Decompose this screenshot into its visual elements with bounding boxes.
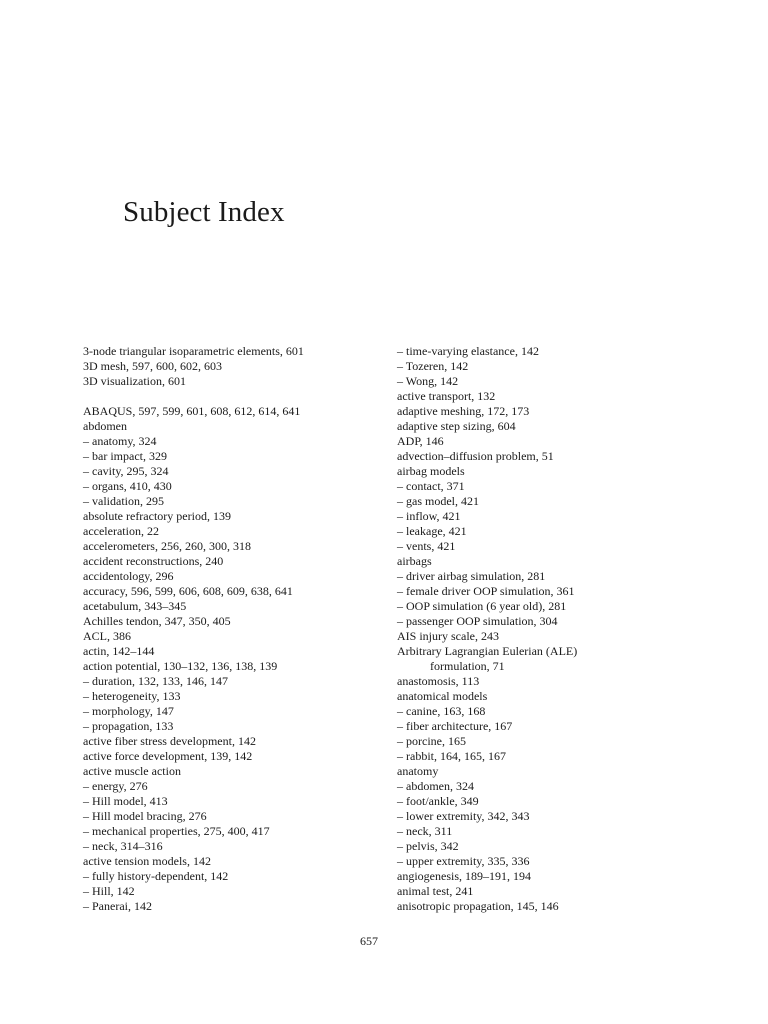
index-entry: – female driver OOP simulation, 361 (397, 584, 575, 598)
index-entry: accident reconstructions, 240 (83, 554, 224, 568)
index-entry: – morphology, 147 (83, 704, 174, 718)
index-entry: – pelvis, 342 (397, 839, 459, 853)
index-entry: airbags (397, 554, 432, 568)
index-spacer (83, 389, 373, 404)
index-entry: – rabbit, 164, 165, 167 (397, 749, 506, 763)
index-entry: airbag models (397, 464, 465, 478)
index-entry: – duration, 132, 133, 146, 147 (83, 674, 228, 688)
index-entry: – time-varying elastance, 142 (397, 344, 539, 358)
index-entry: active force development, 139, 142 (83, 749, 253, 763)
index-entry: acceleration, 22 (83, 524, 159, 538)
index-entry: accidentology, 296 (83, 569, 174, 583)
index-entry: – mechanical properties, 275, 400, 417 (83, 824, 270, 838)
index-entry: – organs, 410, 430 (83, 479, 172, 493)
index-entry: anisotropic propagation, 145, 146 (397, 899, 559, 913)
index-entry: – validation, 295 (83, 494, 164, 508)
index-entry: accelerometers, 256, 260, 300, 318 (83, 539, 251, 553)
index-entry: animal test, 241 (397, 884, 474, 898)
index-entry: 3D visualization, 601 (83, 374, 186, 388)
page-title: Subject Index (123, 196, 285, 228)
index-entry: – driver airbag simulation, 281 (397, 569, 546, 583)
index-entry: 3-node triangular isoparametric elements, 601 (83, 344, 304, 358)
index-entry: adaptive step sizing, 604 (397, 419, 516, 433)
index-entry: – passenger OOP simulation, 304 (397, 614, 558, 628)
index-entry: adaptive meshing, 172, 173 (397, 404, 530, 418)
index-entry: – gas model, 421 (397, 494, 479, 508)
index-entry: – foot/ankle, 349 (397, 794, 479, 808)
index-entry: active transport, 132 (397, 389, 496, 403)
index-column-right (397, 344, 697, 914)
index-entry: angiogenesis, 189–191, 194 (397, 869, 531, 883)
index-entry: – bar impact, 329 (83, 449, 167, 463)
index-entry: Achilles tendon, 347, 350, 405 (83, 614, 231, 628)
index-entry: – upper extremity, 335, 336 (397, 854, 530, 868)
index-entry: ADP, 146 (397, 434, 444, 448)
index-entry: anatomical models (397, 689, 488, 703)
index-entry: anatomy (397, 764, 439, 778)
index-column-left (83, 344, 373, 914)
index-entry: – propagation, 133 (83, 719, 174, 733)
index-entry: – Hill model, 413 (83, 794, 168, 808)
index-entry: – neck, 314–316 (83, 839, 163, 853)
index-entry: AIS injury scale, 243 (397, 629, 499, 643)
index-entry: – vents, 421 (397, 539, 456, 553)
index-entry: ACL, 386 (83, 629, 131, 643)
index-entry: – OOP simulation (6 year old), 281 (397, 599, 567, 613)
index-entry: – canine, 163, 168 (397, 704, 486, 718)
index-entry: – Hill, 142 (83, 884, 135, 898)
index-entry: – contact, 371 (397, 479, 465, 493)
index-entry: – neck, 311 (397, 824, 453, 838)
index-entry: advection–diffusion problem, 51 (397, 449, 554, 463)
index-entry: – leakage, 421 (397, 524, 467, 538)
index-entry: abdomen (83, 419, 127, 433)
index-entry: – heterogeneity, 133 (83, 689, 181, 703)
index-entry: active fiber stress development, 142 (83, 734, 256, 748)
index-entry: 3D mesh, 597, 600, 602, 603 (83, 359, 222, 373)
index-entry: – energy, 276 (83, 779, 148, 793)
index-entry: absolute refractory period, 139 (83, 509, 231, 523)
index-entry: active muscle action (83, 764, 181, 778)
index-entry: – inflow, 421 (397, 509, 461, 523)
index-entry: actin, 142–144 (83, 644, 155, 658)
index-entry: anastomosis, 113 (397, 674, 480, 688)
index-entry: – Hill model bracing, 276 (83, 809, 207, 823)
index-entry: acetabulum, 343–345 (83, 599, 187, 613)
index-entry: action potential, 130–132, 136, 138, 139 (83, 659, 278, 673)
index-entry: – porcine, 165 (397, 734, 466, 748)
index-entry: – Tozeren, 142 (397, 359, 469, 373)
index-entry: – fully history-dependent, 142 (83, 869, 229, 883)
index-entry: – abdomen, 324 (397, 779, 474, 793)
index-entry: Arbitrary Lagrangian Eulerian (ALE) (397, 644, 578, 658)
index-entry: active tension models, 142 (83, 854, 211, 868)
index-entry: formulation, 71 (430, 659, 505, 673)
page-number: 657 (360, 934, 378, 948)
index-entry: – Panerai, 142 (83, 899, 152, 913)
index-entry: – fiber architecture, 167 (397, 719, 513, 733)
index-entry: – anatomy, 324 (83, 434, 157, 448)
index-entry: – Wong, 142 (397, 374, 459, 388)
index-entry: ABAQUS, 597, 599, 601, 608, 612, 614, 641 (83, 404, 301, 418)
index-entry: – cavity, 295, 324 (83, 464, 169, 478)
index-entry: – lower extremity, 342, 343 (397, 809, 530, 823)
index-entry: accuracy, 596, 599, 606, 608, 609, 638, 641 (83, 584, 293, 598)
